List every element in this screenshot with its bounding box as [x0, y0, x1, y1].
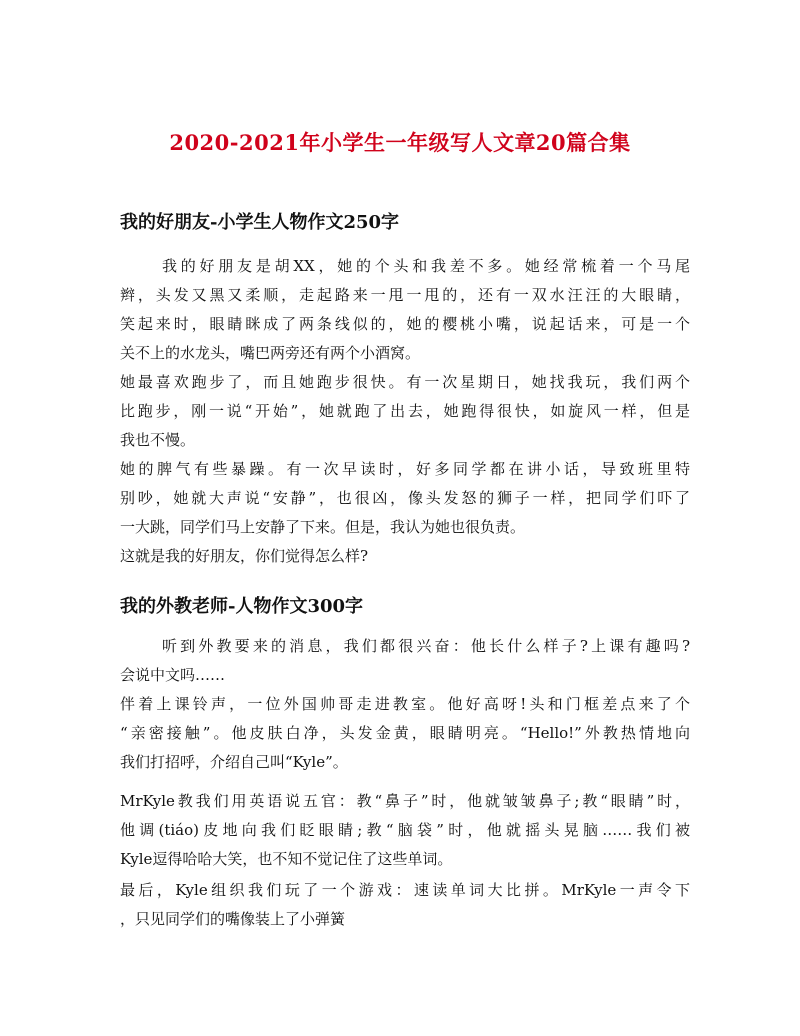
paragraph-line: Kyle逗得哈哈大笑，也不知不觉记住了这些单词。 — [120, 850, 453, 868]
paragraph-line: 别吵，她就大声说“安静”，也很凶，像头发怒的狮子一样，把同学们吓了 — [120, 489, 690, 507]
paragraph-line: 她的脾气有些暴躁。有一次早读时，好多同学都在讲小话，导致班里特 — [120, 460, 690, 478]
paragraph-line: “亲密接触”。他皮肤白净，头发金黄，眼睛明亮。“Hello!”外教热情地向 — [120, 724, 690, 742]
paragraph-line: ，只见同学们的嘴像装上了小弹簧 — [120, 910, 346, 928]
section-heading-my-foreign-teacher: 我的外教老师-人物作文300字 — [120, 596, 364, 617]
paragraph-line: 这就是我的好朋友，你们觉得怎么样? — [120, 547, 369, 565]
paragraph-line: 笑起来时，眼睛眯成了两条线似的，她的樱桃小嘴，说起话来，可是一个 — [120, 315, 690, 333]
section-heading-my-good-friend: 我的好朋友-小学生人物作文250字 — [120, 212, 400, 233]
paragraph-line: 会说中文吗…… — [120, 666, 226, 684]
paragraph-line: 一大跳，同学们马上安静了下来。但是，我认为她也很负责。 — [120, 518, 526, 536]
paragraph-line: 我的好朋友是胡XX，她的个头和我差不多。她经常梳着一个马尾 — [162, 257, 690, 275]
paragraph-line: 听到外教要来的消息，我们都很兴奋：他长什么样子?上课有趣吗? — [162, 637, 690, 655]
paragraph-line: 他调(tiáo)皮地向我们眨眼睛;教“脑袋”时，他就摇头晃脑……我们被 — [120, 821, 690, 839]
paragraph-line: 最后，Kyle组织我们玩了一个游戏：速读单词大比拼。MrKyle一声令下 — [120, 881, 690, 899]
paragraph-line: 比跑步，刚一说“开始”，她就跑了出去，她跑得很快，如旋风一样，但是 — [120, 402, 690, 420]
document-title: 2020-2021年小学生一年级写人文章20篇合集 — [169, 130, 631, 155]
paragraph-line: 我也不慢。 — [120, 431, 196, 449]
paragraph-line: 她最喜欢跑步了，而且她跑步很快。有一次星期日，她找我玩，我们两个 — [120, 373, 690, 391]
paragraph-line: MrKyle教我们用英语说五官：教“鼻子”时，他就皱皱鼻子;教“眼睛”时， — [120, 792, 690, 810]
paragraph-line: 我们打招呼，介绍自己叫“Kyle”。 — [120, 753, 348, 771]
paragraph-line: 伴着上课铃声，一位外国帅哥走进教室。他好高呀!头和门框差点来了个 — [120, 695, 690, 713]
paragraph-line: 关不上的水龙头，嘴巴两旁还有两个小酒窝。 — [120, 344, 421, 362]
paragraph-line: 辫，头发又黑又柔顺，走起路来一甩一甩的，还有一双水汪汪的大眼睛， — [120, 286, 690, 304]
